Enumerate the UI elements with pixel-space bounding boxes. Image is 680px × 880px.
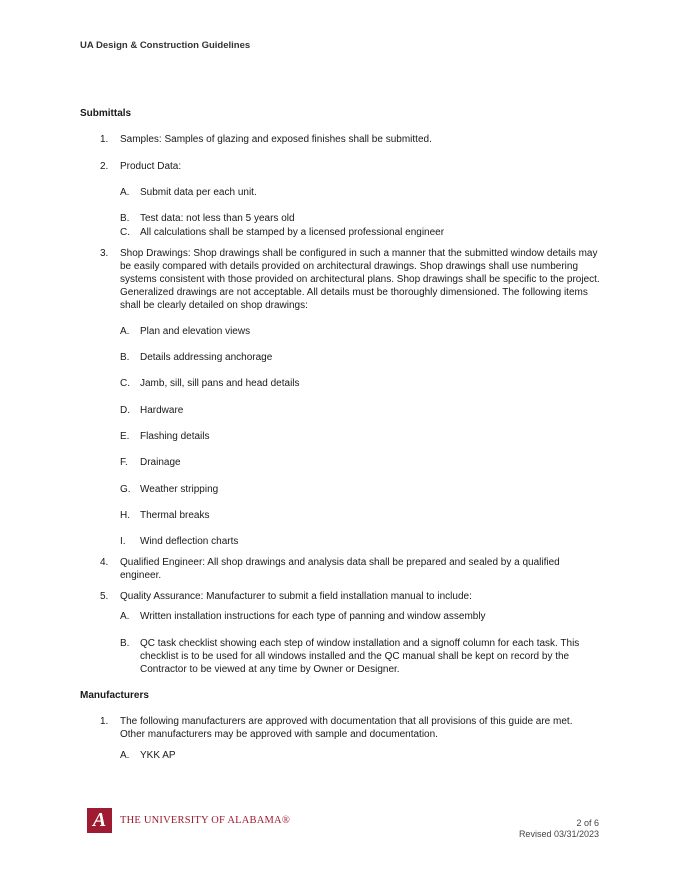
item-number: 1. xyxy=(100,134,109,145)
page-footer xyxy=(519,818,599,840)
sub-item-letter: F. xyxy=(120,457,128,468)
item-number: 5. xyxy=(100,591,109,602)
sub-item xyxy=(80,212,600,225)
sub-item-letter: D. xyxy=(120,405,130,416)
sub-item xyxy=(80,351,600,364)
item-text: Samples: Samples of glazing and exposed finishes shall be submitted. xyxy=(120,134,432,145)
sub-item xyxy=(80,610,600,623)
sub-item-text: Jamb, sill, sill pans and head details xyxy=(140,378,300,389)
sub-item-text: Thermal breaks xyxy=(140,510,210,521)
sub-item xyxy=(80,377,600,390)
sub-item-letter: H. xyxy=(120,510,130,521)
sub-item-letter: B. xyxy=(120,213,130,224)
sub-item-letter: I. xyxy=(120,536,126,547)
sub-item xyxy=(80,749,600,762)
item-number: 2. xyxy=(100,161,109,172)
sub-item-letter: A. xyxy=(120,326,130,337)
list-item xyxy=(80,247,600,312)
sub-item-letter: G. xyxy=(120,484,131,495)
sub-item-text: Drainage xyxy=(140,457,181,468)
sub-item xyxy=(80,430,600,443)
sub-item-letter: C. xyxy=(120,227,130,238)
sub-item-text: Wind deflection charts xyxy=(140,536,239,547)
item-text: Product Data: xyxy=(120,161,182,172)
revision-date: Revised 03/31/2023 xyxy=(518,829,599,839)
sub-item-text: Flashing details xyxy=(140,431,210,442)
sub-item-letter: A. xyxy=(120,611,130,622)
sub-item-text: YKK AP xyxy=(140,750,176,761)
sub-item-text: QC task checklist showing each step of window installation and a signoff column for each task. This checklist is to be used for all windows installed and the QC manual shall be kept on record by the Contractor to be viewed at any time by Owner or Designer. xyxy=(140,638,580,675)
sub-item xyxy=(80,404,600,417)
sub-item xyxy=(80,325,600,338)
sub-item-letter: E. xyxy=(120,431,130,442)
document-body xyxy=(80,107,600,762)
sub-item-text: Hardware xyxy=(140,405,184,416)
sub-item-text: Details addressing anchorage xyxy=(140,352,273,363)
item-number: 3. xyxy=(100,248,109,259)
sub-item-text: Weather stripping xyxy=(140,484,219,495)
sub-item xyxy=(80,186,600,199)
page-number: 2 of 6 xyxy=(576,818,599,828)
sub-item-letter: C. xyxy=(120,378,130,389)
item-text: The following manufacturers are approved with documentation that all provisions of this guide are met. Other manufacturers may be approved with sample and documentation. xyxy=(120,716,573,740)
sub-item-text: All calculations shall be stamped by a licensed professional engineer xyxy=(140,227,445,238)
item-text: Shop Drawings: Shop drawings shall be configured in such a manner that the submitted window details may be easily compared with details provided on architectural drawings. Shop drawings shall use numbering systems consistent with those provided on architectural plans. Shop drawings shall be specific to the project. Generalized drawings are not acceptable. All details must be thoroughly dimensioned. The following items shall be clearly detailed on shop drawings: xyxy=(120,248,600,311)
sub-item-letter: A. xyxy=(120,187,130,198)
sub-item xyxy=(80,226,600,239)
list-item xyxy=(80,556,600,582)
sub-item-letter: B. xyxy=(120,638,130,649)
sub-item xyxy=(80,483,600,496)
sub-item-letter: A. xyxy=(120,750,130,761)
sub-item xyxy=(80,456,600,469)
ua-logo-icon: A xyxy=(87,808,112,833)
document-header: UA Design & Construction Guidelines xyxy=(80,40,251,51)
university-name: THE UNIVERSITY OF ALABAMA® xyxy=(120,815,290,826)
section-title-manufacturers: Manufacturers xyxy=(80,690,149,701)
section-title-submittals: Submittals xyxy=(80,108,132,119)
sub-item xyxy=(80,509,600,522)
university-logo xyxy=(87,808,290,833)
sub-item-text: Test data: not less than 5 years old xyxy=(140,213,295,224)
sub-item-text: Submit data per each unit. xyxy=(140,187,257,198)
sub-item xyxy=(80,535,600,548)
item-number: 4. xyxy=(100,557,109,568)
list-item xyxy=(80,133,600,146)
sub-item-text: Plan and elevation views xyxy=(140,326,251,337)
item-number: 1. xyxy=(100,716,109,727)
list-item xyxy=(80,715,600,741)
item-text: Quality Assurance: Manufacturer to submit a field installation manual to include: xyxy=(120,591,472,602)
sub-item-text: Written installation instructions for each type of panning and window assembly xyxy=(140,611,486,622)
list-item xyxy=(80,160,600,173)
item-text: Qualified Engineer: All shop drawings and analysis data shall be prepared and sealed by a qualified engineer. xyxy=(120,557,560,581)
sub-item-letter: B. xyxy=(120,352,130,363)
sub-item xyxy=(80,637,600,676)
list-item xyxy=(80,590,600,603)
